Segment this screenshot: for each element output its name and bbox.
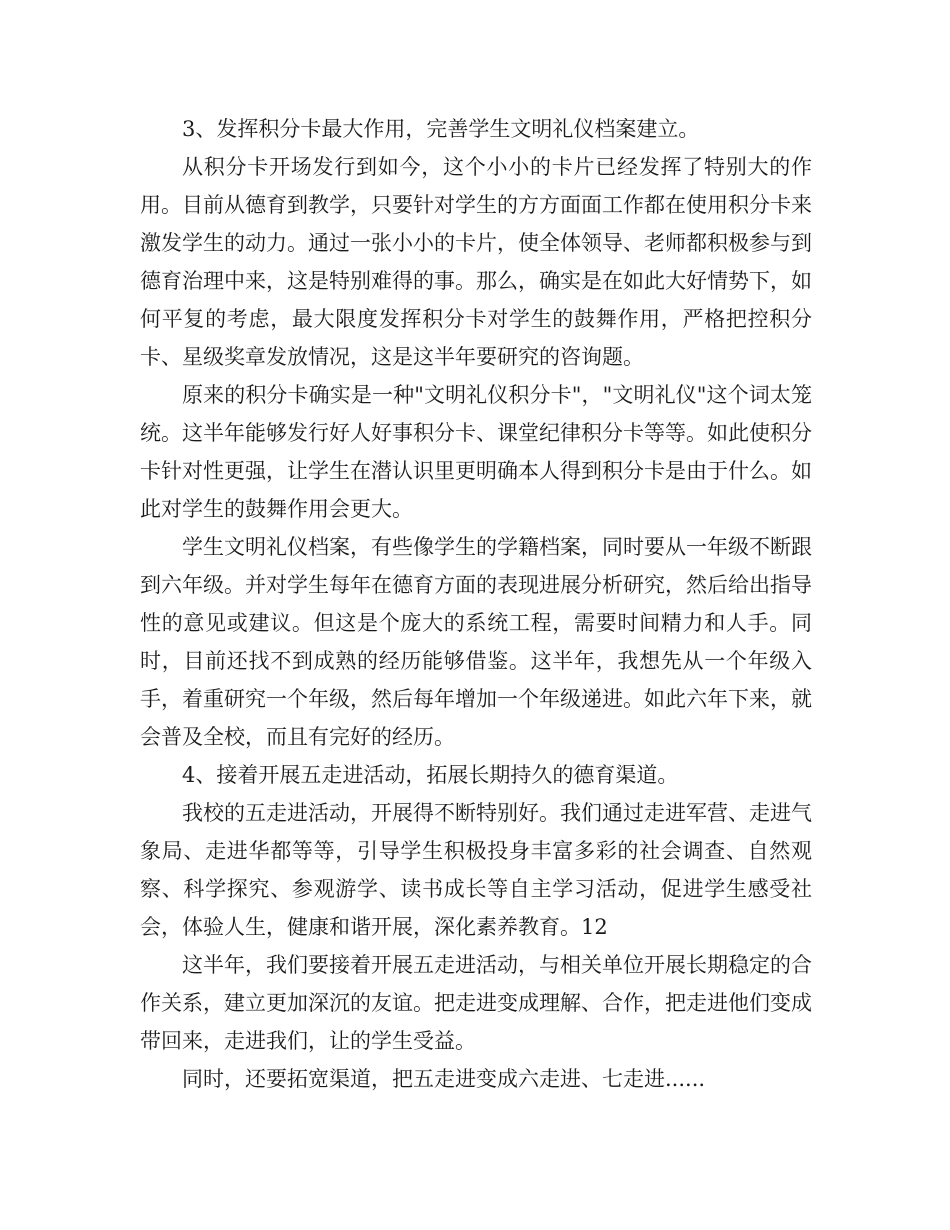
document-body — [140, 110, 812, 1098]
paragraph: 原来的积分卡确实是一种"文明礼仪积分卡"，"文明礼仪"这个词太笼统。这半年能够发行好人好事积分卡、课堂纪律积分卡等等。如此使积分卡针对性更强，让学生在潜认识里更明确本人得到积分卡是由于什么。如此对学生的鼓舞作用会更大。 — [140, 383, 812, 521]
paragraph: 我校的五走进活动，开展得不断特别好。我们通过走进军营、走进气象局、走进华都等等，引导学生积极投身丰富多彩的社会调查、自然观察、科学探究、参观游学、读书成长等自主学习活动，促进学生感受社会，体验人生，健康和谐开展，深化素养教育。12 — [140, 801, 812, 939]
paragraph: 从积分卡开场发行到如今，这个小小的卡片已经发挥了特别大的作用。目前从德育到教学，只要针对学生的方方面面工作都在使用积分卡来激发学生的动力。通过一张小小的卡片，使全体领导、老师都积极参与到德育治理中来，这是特别难得的事。那么，确实是在如此大好情势下，如何平复的考虑，最大限度发挥积分卡对学生的鼓舞作用，严格把控积分卡、星级奖章发放情况，这是这半年要研究的咨询题。 — [140, 155, 812, 369]
paragraph: 同时，还要拓宽渠道，把五走进变成六走进、七走进...... — [182, 1067, 706, 1091]
heading-point-3: 3、发挥积分卡最大作用，完善学生文明礼仪档案建立。 — [182, 117, 700, 141]
paragraph: 学生文明礼仪档案，有些像学生的学籍档案，同时要从一年级不断跟到六年级。并对学生每年在德育方面的表现进展分析研究，然后给出指导性的意见或建议。但这是个庞大的系统工程，需要时间精力和人手。同时，目前还找不到成熟的经历能够借鉴。这半年，我想先从一个年级入手，着重研究一个年级，然后每年增加一个年级递进。如此六年下来，就会普及全校，而且有完好的经历。 — [140, 535, 812, 749]
paragraph: 这半年，我们要接着开展五走进活动，与相关单位开展长期稳定的合作关系，建立更加深沉的友谊。把走进变成理解、合作，把走进他们变成带回来，走进我们，让的学生受益。 — [140, 953, 812, 1053]
heading-point-4: 4、接着开展五走进活动，拓展长期持久的德育渠道。 — [182, 763, 679, 787]
